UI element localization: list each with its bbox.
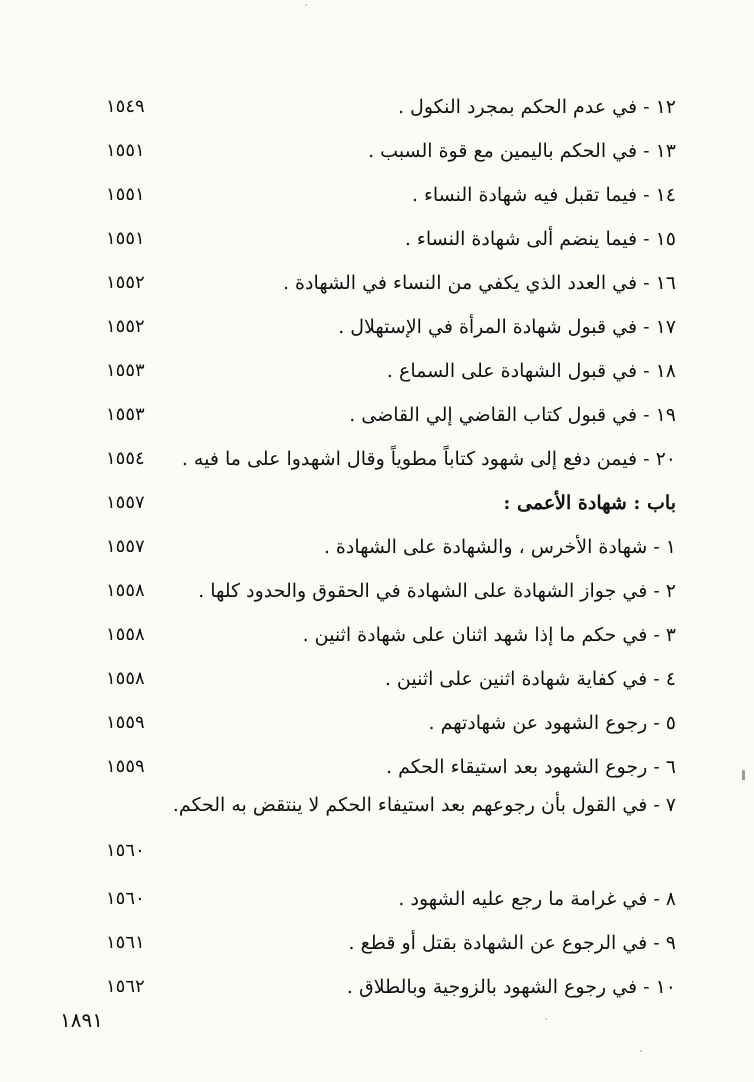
entry-page-number: ١٥٦٠ bbox=[106, 888, 145, 909]
entry-page-number: ١٥٥٨ bbox=[106, 624, 145, 645]
toc-entry bbox=[0, 212, 754, 256]
entry-title: ١٧ - في قبول شهادة المرأة في الإستهلال . bbox=[338, 316, 676, 338]
toc-entry bbox=[0, 520, 754, 564]
entry-page-number: ١٥٥٤ bbox=[106, 448, 145, 469]
entry-title: ١٣ - في الحكم باليمين مع قوة السبب . bbox=[368, 140, 676, 162]
entry-page-number: ١٥٥٩ bbox=[106, 712, 145, 733]
toc-entry bbox=[0, 696, 754, 740]
toc-entry bbox=[0, 740, 754, 784]
entry-title: ١٦ - في العدد الذي يكفي من النساء في الشهادة . bbox=[282, 272, 676, 294]
scan-speck bbox=[545, 1018, 547, 1020]
entry-title: ٢٠ - فيمن دفع إلى شهود كتاباً مطوياً وقال اشهدوا على ما فيه . bbox=[181, 448, 676, 470]
page-folio-number: ١٨٩١ bbox=[60, 1008, 103, 1032]
entry-title: ١٨ - في قبول الشهادة على السماع . bbox=[386, 360, 676, 382]
entry-title: ١ - شهادة الأخرس ، والشهادة على الشهادة . bbox=[323, 536, 676, 558]
entry-title: ١٤ - فيما تقبل فيه شهادة النساء . bbox=[411, 184, 676, 206]
entry-title: ٨ - في غرامة ما رجع عليه الشهود . bbox=[398, 888, 676, 910]
entry-page-number: ١٥٥٢ bbox=[106, 272, 145, 293]
scan-speck bbox=[305, 4, 307, 6]
entry-title: ١٠ - في رجوع الشهود بالزوجية وبالطلاق . bbox=[346, 976, 676, 998]
toc-entry bbox=[0, 388, 754, 432]
entry-title: ٩ - في الرجوع عن الشهادة بقتل أو قطع . bbox=[348, 932, 676, 954]
entry-page-number: ١٥٥١ bbox=[106, 228, 145, 249]
toc-entry bbox=[0, 916, 754, 960]
entry-title: ٣ - في حكم ما إذا شهد اثنان على شهادة اثنين . bbox=[302, 624, 676, 646]
toc-entry bbox=[0, 168, 754, 212]
entry-page-number: ١٥٦١ bbox=[106, 932, 145, 953]
toc-entry bbox=[0, 344, 754, 388]
entry-page-number: ١٥٥٢ bbox=[106, 316, 145, 337]
entry-page-number: ١٥٥٣ bbox=[106, 404, 145, 425]
scan-speck bbox=[640, 1050, 642, 1052]
entry-page-number: ١٥٥٩ bbox=[106, 756, 145, 777]
scan-mark bbox=[742, 770, 745, 780]
section-heading-title: باب : شهادة الأعمى : bbox=[503, 492, 676, 514]
entry-title: ٤ - في كفاية شهادة اثنين على اثنين . bbox=[384, 668, 676, 690]
entry-page-number: ١٥٤٩ bbox=[106, 96, 145, 117]
toc-entry bbox=[0, 608, 754, 652]
entry-title: ١٥ - فيما ينضم ألى شهادة النساء . bbox=[404, 228, 676, 250]
toc-entry bbox=[0, 960, 754, 1004]
entry-title: ٢ - في جواز الشهادة على الشهادة في الحقوق والحدود كلها . bbox=[198, 580, 676, 602]
toc-section-heading bbox=[0, 476, 754, 520]
entry-page-number: ١٥٦٢ bbox=[106, 976, 145, 997]
entry-page-number: ١٥٥٣ bbox=[106, 360, 145, 381]
toc-entry bbox=[0, 564, 754, 608]
table-of-contents bbox=[0, 80, 754, 1004]
toc-entry bbox=[0, 432, 754, 476]
entry-page-number: ١٥٦٠ bbox=[106, 840, 145, 861]
entry-title: ٦ - رجوع الشهود بعد استيقاء الحكم . bbox=[386, 756, 676, 778]
entry-title: ١٢ - في عدم الحكم بمجرد النكول . bbox=[397, 96, 676, 118]
entry-title: ١٩ - في قبول كتاب القاضي إلي القاضى . bbox=[349, 404, 676, 426]
toc-entry bbox=[0, 80, 754, 124]
entry-page-number: ١٥٥١ bbox=[106, 140, 145, 161]
entry-page-number: ١٥٥٨ bbox=[106, 668, 145, 689]
toc-entry bbox=[0, 300, 754, 344]
toc-entry bbox=[0, 256, 754, 300]
toc-entry bbox=[0, 872, 754, 916]
entry-page-number: ١٥٥٨ bbox=[106, 580, 145, 601]
entry-page-number: ١٥٥٧ bbox=[106, 492, 145, 513]
entry-page-number: ١٥٥٧ bbox=[106, 536, 145, 557]
entry-title: ٥ - رجوع الشهود عن شهادتهم . bbox=[428, 712, 676, 734]
toc-entry bbox=[0, 784, 754, 872]
entry-title: ٧ - في القول بأن رجوعهم بعد استيفاء الحكم لا ينتقض به الحكم. bbox=[172, 794, 676, 816]
toc-entry bbox=[0, 124, 754, 168]
entry-page-number: ١٥٥١ bbox=[106, 184, 145, 205]
toc-entry bbox=[0, 652, 754, 696]
